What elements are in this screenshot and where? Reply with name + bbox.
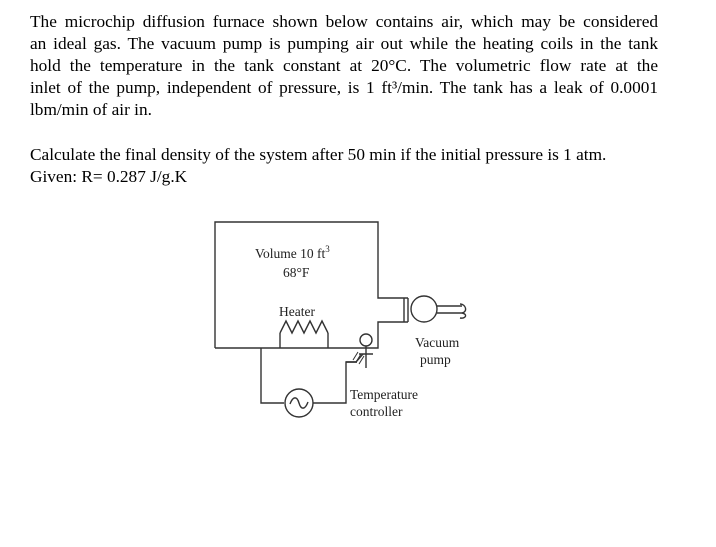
problem-line: lbm/min of air in.: [30, 100, 152, 119]
question-line: Calculate the final density of the system after 50 min if the initial pressure is 1 atm.: [30, 145, 607, 164]
pump-outlet: [437, 306, 462, 313]
controller-label: controller: [350, 404, 403, 419]
volume-label: Volume 10 $ft^3$: [255, 244, 330, 261]
heater-label: Heater: [279, 304, 315, 319]
ac-wave: [290, 398, 308, 408]
tank-outline: [215, 222, 404, 348]
controller-label: Temperature: [350, 387, 419, 402]
problem-line: The microchip diffusion furnace shown below contains air, which may be considered: [30, 12, 658, 31]
problem-line: an ideal gas. The vacuum pump is pumping air out while the heating coils in the tank: [30, 34, 658, 53]
heater-coil-icon: [280, 321, 328, 333]
temperature-label: 68°F: [283, 265, 310, 280]
problem-line: hold the temperature in the tank constant at 20°C. The volumetric flow rate at the: [30, 56, 658, 75]
heater-wire: [261, 333, 284, 403]
vacuum-pump-icon: [411, 296, 437, 322]
vacuum-pump-label: pump: [420, 352, 451, 367]
temperature-sensor-icon: [360, 334, 372, 346]
problem-line: inlet of the pump, independent of pressure, is 1 ft³/min. The tank has a leak of 0.0001: [30, 78, 658, 97]
question-line: Given: R= 0.287 J/g.K: [30, 167, 188, 186]
vacuum-pump-label: Vacuum: [415, 335, 460, 350]
